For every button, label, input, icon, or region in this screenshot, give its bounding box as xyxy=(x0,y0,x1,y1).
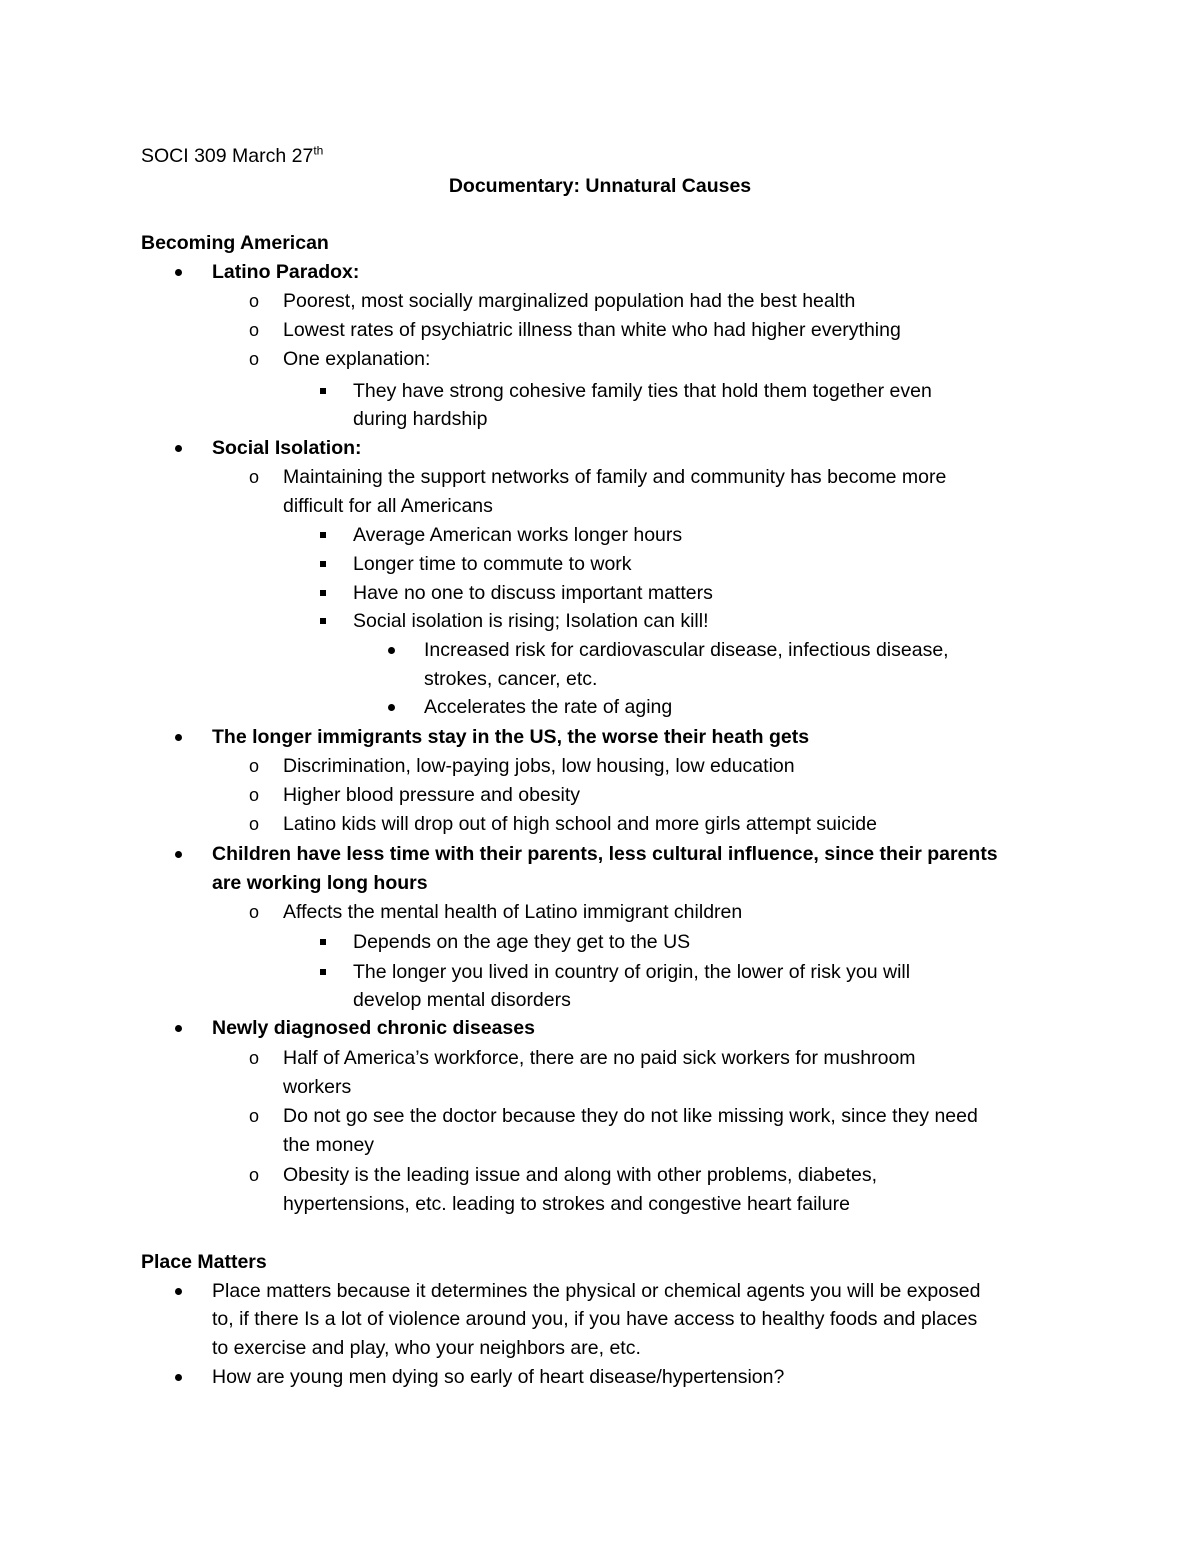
date-suffix: th xyxy=(313,143,324,158)
list-item: Do not go see the doctor because they do not like missing work, since they need xyxy=(283,1105,978,1127)
list-item: Longer time to commute to work xyxy=(353,553,632,575)
bullet-circle-icon: o xyxy=(249,1106,260,1126)
bullet-circle-icon: o xyxy=(249,814,260,834)
list-item-continuation: develop mental disorders xyxy=(353,989,571,1011)
list-item: Latino Paradox: xyxy=(212,261,360,283)
bullet-circle-icon: o xyxy=(249,1048,260,1068)
list-item: Accelerates the rate of aging xyxy=(424,696,673,718)
bullet-dot-icon xyxy=(175,1365,182,1389)
list-item-continuation: workers xyxy=(283,1076,352,1098)
list-item: Half of America’s workforce, there are no paid sick workers for mushroom xyxy=(283,1047,916,1069)
list-item: They have strong cohesive family ties that hold them together even xyxy=(353,380,932,402)
list-item-continuation: hypertensions, etc. leading to strokes and congestive heart failure xyxy=(283,1193,850,1215)
bullet-dot-icon xyxy=(175,725,182,749)
bullet-square-icon xyxy=(320,378,326,402)
list-item: Place matters because it determines the physical or chemical agents you will be exposed xyxy=(212,1280,981,1302)
bullet-circle-icon: o xyxy=(249,291,260,311)
bullet-dot-icon xyxy=(175,260,182,284)
list-item: Have no one to discuss important matters xyxy=(353,582,713,604)
bullet-circle-icon: o xyxy=(249,320,260,340)
list-item: Maintaining the support networks of family and community has become more xyxy=(283,466,947,488)
bullet-square-icon xyxy=(320,959,326,983)
list-item: Poorest, most socially marginalized population had the best health xyxy=(283,290,856,312)
list-item: One explanation: xyxy=(283,348,431,370)
course-label: SOCI 309 March 27 xyxy=(141,145,314,167)
bullet-square-icon xyxy=(320,551,326,575)
bullet-circle-icon: o xyxy=(249,349,260,369)
bullet-circle-icon: o xyxy=(249,1165,260,1185)
bullet-square-icon xyxy=(320,580,326,604)
list-item: Depends on the age they get to the US xyxy=(353,931,691,953)
bullet-dot-icon xyxy=(388,695,395,719)
list-item-continuation: to exercise and play, who your neighbors are, etc. xyxy=(212,1337,641,1359)
bullet-dot-icon xyxy=(175,1279,182,1303)
list-item: Average American works longer hours xyxy=(353,524,683,546)
list-item: The longer immigrants stay in the US, the worse their heath gets xyxy=(212,726,810,748)
bullet-square-icon xyxy=(320,522,326,546)
bullet-circle-icon: o xyxy=(249,902,260,922)
section-heading-becoming-american: Becoming American xyxy=(141,232,329,254)
course-header xyxy=(141,144,323,168)
list-item: Lowest rates of psychiatric illness than white who had higher everything xyxy=(283,319,901,341)
bullet-square-icon xyxy=(320,608,326,632)
list-item: How are young men dying so early of heart disease/hypertension? xyxy=(212,1366,785,1388)
list-item: The longer you lived in country of origin, the lower of risk you will xyxy=(353,961,911,983)
list-item: Discrimination, low-paying jobs, low housing, low education xyxy=(283,755,795,777)
bullet-dot-icon xyxy=(175,842,182,866)
list-item: Obesity is the leading issue and along with other problems, diabetes, xyxy=(283,1164,878,1186)
bullet-circle-icon: o xyxy=(249,785,260,805)
bullet-square-icon xyxy=(320,929,326,953)
list-item: Social isolation is rising; Isolation can kill! xyxy=(353,610,709,632)
bullet-circle-icon: o xyxy=(249,756,260,776)
list-item: Social Isolation: xyxy=(212,437,362,459)
bullet-circle-icon: o xyxy=(249,467,260,487)
list-item: Higher blood pressure and obesity xyxy=(283,784,581,806)
document-title: Documentary: Unnatural Causes xyxy=(448,175,752,197)
list-item-continuation: during hardship xyxy=(353,408,488,430)
bullet-dot-icon xyxy=(388,638,395,662)
list-item: Children have less time with their parents, less cultural influence, since their parents xyxy=(212,843,998,865)
list-item-continuation: are working long hours xyxy=(212,872,428,894)
list-item: Affects the mental health of Latino immigrant children xyxy=(283,901,743,923)
bullet-dot-icon xyxy=(175,436,182,460)
list-item-continuation: strokes, cancer, etc. xyxy=(424,668,598,690)
list-item: Latino kids will drop out of high school and more girls attempt suicide xyxy=(283,813,877,835)
list-item-continuation: difficult for all Americans xyxy=(283,495,493,517)
section-heading-place-matters: Place Matters xyxy=(141,1251,267,1273)
list-item: Increased risk for cardiovascular disease, infectious disease, xyxy=(424,639,949,661)
list-item-continuation: the money xyxy=(283,1134,375,1156)
bullet-dot-icon xyxy=(175,1016,182,1040)
list-item: Newly diagnosed chronic diseases xyxy=(212,1017,535,1039)
list-item-continuation: to, if there Is a lot of violence around you, if you have access to healthy foods and places xyxy=(212,1308,978,1330)
